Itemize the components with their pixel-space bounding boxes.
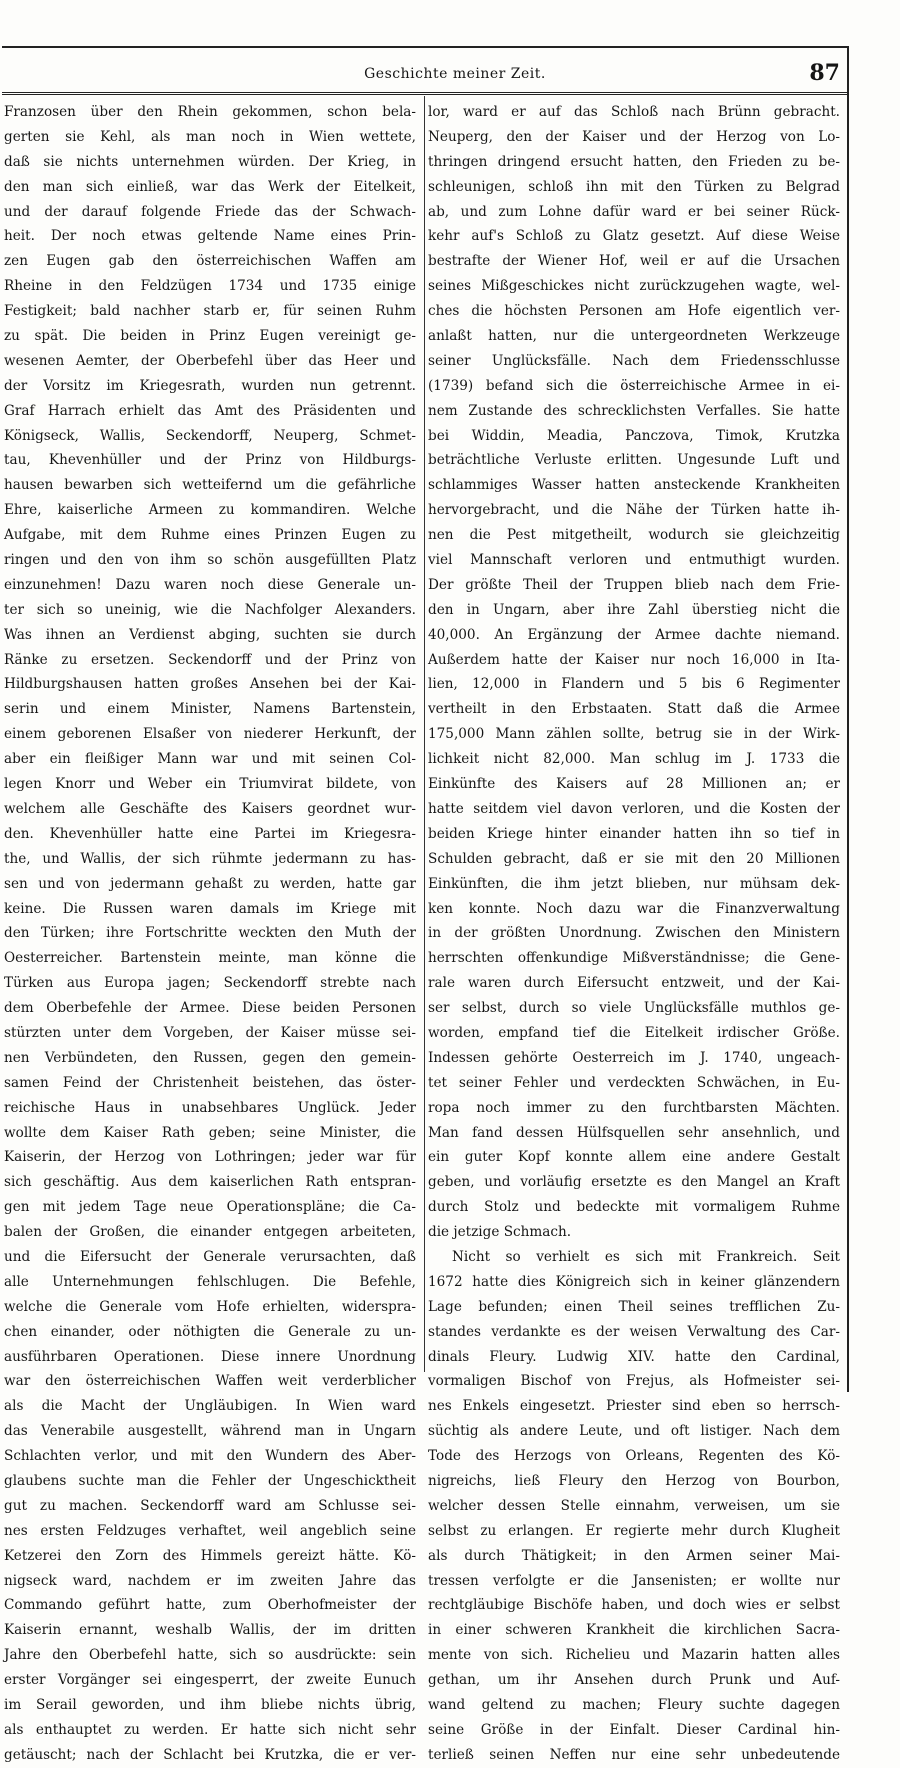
- text-line: Festigkeit; bald nachher starb er, für seinen Ruhm: [4, 303, 416, 320]
- text-column-right: [428, 100, 840, 1763]
- text-line: hausen bewarben sich wetteifernd um die gefährliche: [4, 477, 416, 494]
- text-line: Ränke zu ersetzen. Seckendorff und der Prinz von: [4, 651, 416, 668]
- text-line: heit. Der noch etwas geltende Name eines Prin-: [4, 228, 416, 245]
- text-line: rale waren durch Eifersucht entzweit, und der Kai-: [428, 975, 840, 992]
- text-line: (1739) befand sich die österreichische Armee in ei-: [428, 377, 840, 394]
- text-line: vertheilt in den Erbstaaten. Statt daß die Armee: [428, 701, 840, 718]
- column-divider-rule: [424, 96, 425, 1372]
- text-line: hatte seitdem viel davon verloren, und die Kosten der: [428, 800, 840, 817]
- text-line: in der größten Unordnung. Zwischen den Ministern: [428, 925, 840, 942]
- text-line: lien, 12,000 in Flandern und 5 bis 6 Regimenter: [428, 676, 840, 693]
- text-line: chen einander, oder nöthigten die Generale zu un-: [4, 1323, 416, 1340]
- text-line: Graf Harrach erhielt das Amt des Präsidenten und: [4, 402, 416, 419]
- text-line: Nicht so verhielt es sich mit Frankreich. Seit: [452, 1248, 840, 1265]
- text-line: Lage befunden; einen Theil seines trefflichen Zu-: [428, 1298, 840, 1315]
- text-line: als enthauptet zu werden. Er hatte sich nicht sehr: [4, 1721, 416, 1738]
- text-line: ringen und den von ihm so schön ausgefüllten Platz: [4, 552, 416, 569]
- text-line: Schulden gebracht, daß er sie mit den 20 Millionen: [428, 850, 840, 867]
- text-line: balen der Großen, die einander entgegen arbeiteten,: [4, 1224, 416, 1241]
- text-line: der Vorsitz im Kriegesrath, wurden nun getrennt.: [4, 377, 416, 394]
- text-line: zu spät. Die beiden in Prinz Eugen vereinigt ge-: [4, 328, 416, 345]
- text-line: seiner Unglücksfälle. Nach dem Friedensschlusse: [428, 352, 840, 369]
- text-line: tressen verfolgte er die Jansenisten; er wollte nur: [428, 1572, 840, 1589]
- text-line: hervorgebracht, und die Nähe der Türken hatte ih-: [428, 502, 840, 519]
- text-line: nigreichs, ließ Fleury den Herzog von Bourbon,: [428, 1472, 840, 1489]
- text-line: Tode des Herzogs von Orleans, Regenten des Kö-: [428, 1448, 840, 1465]
- text-line: die jetzige Schmach.: [428, 1224, 572, 1241]
- text-line: vormaligen Bischof von Frejus, als Hofmeister sei-: [428, 1373, 840, 1390]
- text-line: seines Mißgeschickes nicht zurückzugehen wagte, wel-: [428, 278, 840, 295]
- text-line: Indessen gehörte Oesterreich im J. 1740, ungeach-: [428, 1049, 840, 1066]
- text-line: beträchtliche Verluste erlitten. Ungesunde Luft und: [428, 452, 840, 469]
- text-line: ken konnte. Noch dazu war die Finanzverwaltung: [428, 900, 840, 917]
- text-line: Neuperg, den der Kaiser und der Herzog von Lo-: [428, 128, 840, 145]
- text-line: nes ersten Feldzuges verhaftet, weil angeblich seine: [4, 1522, 416, 1539]
- text-line: Was ihnen an Verdienst abging, suchten sie durch: [4, 626, 416, 643]
- text-line: viel Mannschaft verloren und entmuthigt wurden.: [428, 552, 840, 569]
- text-line: Schlachten verlor, und mit den Wundern des Aber-: [4, 1448, 416, 1465]
- text-line: nem Zustande des schrecklichsten Verfalles. Sie hatte: [428, 402, 840, 419]
- text-line: bei Widdin, Meadia, Panczova, Timok, Krutzka: [428, 427, 840, 444]
- text-line: als durch Thätigkeit; in den Armen seiner Mai-: [428, 1547, 840, 1564]
- text-line: erster Vorgänger sei eingesperrt, der zweite Eunuch: [4, 1672, 416, 1689]
- text-line: nigseck ward, nachdem er im zweiten Jahre das: [4, 1572, 416, 1589]
- text-line: schleunigen, schloß ihn mit den Türken zu Belgrad: [428, 178, 840, 195]
- text-line: anlaßt hatten, nur die untergeordneten Werkzeuge: [428, 328, 840, 345]
- text-line: 175,000 Mann zählen sollte, betrug sie in der Wirk-: [428, 726, 840, 743]
- text-line: Außerdem hatte der Kaiser nur noch 16,000 in Ita-: [428, 651, 840, 668]
- text-line: ches die höchsten Personen am Hofe eigentlich ver-: [428, 303, 840, 320]
- text-line: Man fand dessen Hülfsquellen sehr ansehnlich, und: [428, 1124, 840, 1141]
- text-line: ter sich so uneinig, wie die Nachfolger Alexanders.: [4, 601, 416, 618]
- text-line: den in Ungarn, aber ihre Zahl überstieg nicht die: [428, 601, 840, 618]
- text-line: samen Feind der Christenheit beistehen, das öster-: [4, 1074, 416, 1091]
- text-line: nes Enkels eingesetzt. Priester sind eben so herrsch-: [428, 1398, 840, 1415]
- text-line: sen und von jedermann gehaßt zu werden, hatte gar: [4, 875, 416, 892]
- text-line: Ketzerei den Zorn des Himmels gereizt hätte. Kö-: [4, 1547, 416, 1564]
- text-line: 1672 hatte dies Königreich sich in keiner glänzendern: [428, 1273, 840, 1290]
- text-line: herrschten offenkundige Mißverständnisse; die Gene-: [428, 950, 840, 967]
- text-line: bestrafte der Wiener Hof, weil er auf die Ursachen: [428, 253, 840, 270]
- text-line: seine Größe in der Einfalt. Dieser Cardinal hin-: [428, 1721, 840, 1738]
- text-line: den. Khevenhüller hatte eine Partei im Kriegesra-: [4, 825, 416, 842]
- text-line: ser selbst, durch so viele Unglücksfälle muthlos ge-: [428, 1000, 840, 1017]
- text-line: standes verdankte es der weisen Verwaltung des Car-: [428, 1323, 840, 1340]
- text-line: ausführbaren Operationen. Diese innere Unordnung: [4, 1348, 416, 1365]
- text-line: Königseck, Wallis, Seckendorff, Neuperg, Schmet-: [4, 427, 416, 444]
- text-line: tet seiner Fehler und verdeckten Schwächen, in Eu-: [428, 1074, 840, 1091]
- text-line: Commando geführt hatte, zum Oberhofmeister der: [4, 1597, 416, 1614]
- page-number: 87: [809, 60, 840, 86]
- text-line: thringen dringend ersucht hatten, den Frieden zu be-: [428, 153, 840, 170]
- text-line: zen Eugen gab den österreichischen Waffen am: [4, 253, 416, 270]
- text-line: ropa noch immer zu den furchtbarsten Mächten.: [428, 1099, 840, 1116]
- text-line: gut zu machen. Seckendorff ward am Schlusse sei-: [4, 1497, 416, 1514]
- text-line: keine. Die Russen waren damals im Kriege mit: [4, 900, 416, 917]
- text-line: welche die Generale vom Hofe erhielten, widerspra-: [4, 1298, 416, 1315]
- text-line: gen mit jedem Tage neue Operationspläne; die Ca-: [4, 1199, 416, 1216]
- text-line: Oesterreicher. Bartenstein meinte, man könne die: [4, 950, 416, 967]
- text-line: durch Stolz und bedeckte mit vormaligem Ruhme: [428, 1199, 840, 1216]
- text-line: einzunehmen! Dazu waren noch diese Generale un-: [4, 576, 416, 593]
- text-line: und der darauf folgende Friede das der Schwach-: [4, 203, 416, 220]
- text-line: wesenen Aemter, der Oberbefehl über das Heer und: [4, 352, 416, 369]
- text-line: das Venerabile ausgestellt, während man in Ungarn: [4, 1423, 416, 1440]
- text-line: glaubens suchte man die Fehler der Ungeschicktheit: [4, 1472, 416, 1489]
- text-line: ab, und zum Lohne dafür ward er bei seiner Rück-: [428, 203, 840, 220]
- text-line: serin und einem Minister, Namens Bartenstein,: [4, 701, 416, 718]
- text-line: Kaiserin ernannt, weshalb Wallis, der im dritten: [4, 1622, 416, 1639]
- text-line: selbst zu erlangen. Er regierte mehr durch Klugheit: [428, 1522, 840, 1539]
- text-line: gerten sie Kehl, als man noch in Wien wettete,: [4, 128, 416, 145]
- text-line: Der größte Theil der Truppen blieb nach dem Frie-: [428, 576, 840, 593]
- text-line: einem geborenen Elsaßer von niederer Herkunft, der: [4, 726, 416, 743]
- text-line: dinals Fleury. Ludwig XIV. hatte den Cardinal,: [428, 1348, 840, 1365]
- text-line: kehr auf's Schloß zu Glatz gesetzt. Auf diese Weise: [428, 228, 840, 245]
- text-line: mente von sich. Richelieu und Mazarin hatten alles: [428, 1647, 840, 1664]
- header-double-rule: [2, 92, 847, 95]
- text-line: aber ein fleißiger Mann war und mit seinen Col-: [4, 751, 416, 768]
- text-line: Einkünften, die ihm jetzt blieben, nur mühsam dek-: [428, 875, 840, 892]
- text-line: Einkünfte des Kaisers auf 28 Millionen an; er: [428, 776, 840, 793]
- text-line: terließ seinen Neffen nur eine sehr unbedeutende: [428, 1746, 840, 1763]
- text-line: tau, Khevenhüller und der Prinz von Hildburgs-: [4, 452, 416, 469]
- text-line: 40,000. An Ergänzung der Armee dachte niemand.: [428, 626, 840, 643]
- text-line: Ehre, kaiserliche Armeen zu kommandiren. Welche: [4, 502, 416, 519]
- text-line: ein guter Kopf konnte allem eine andere Gestalt: [428, 1149, 840, 1166]
- text-line: wollte dem Kaiser Rath geben; seine Minister, die: [4, 1124, 416, 1141]
- text-line: Hildburgshausen hatten großes Ansehen bei der Kai-: [4, 676, 416, 693]
- text-line: Jahre den Oberbefehl hatte, sich so ausdrückte: sein: [4, 1647, 416, 1664]
- text-line: geben, und vorläufig ersetzte es den Mangel an Kraft: [428, 1174, 840, 1191]
- text-line: welcher dessen Stelle einnahm, verweisen, um sie: [428, 1497, 840, 1514]
- text-line: lichkeit nicht 82,000. Man schlug im J. 1733 die: [428, 751, 840, 768]
- text-column-left: [4, 100, 416, 1763]
- text-line: war den österreichischen Waffen weit verderblicher: [4, 1373, 416, 1390]
- text-line: gethan, um ihr Ansehen durch Prunk und Auf-: [428, 1672, 840, 1689]
- text-line: in einer schweren Krankheit die kirchlichen Sacra-: [428, 1622, 840, 1639]
- text-line: wand geltend zu machen; Fleury suchte dagegen: [428, 1697, 840, 1713]
- text-line: Kaiserin, der Herzog von Lothringen; jeder war für: [4, 1149, 416, 1166]
- text-line: reichische Haus in unabsehbares Unglück. Jeder: [4, 1099, 416, 1116]
- text-line: the, und Wallis, der sich rühmte jedermann zu has-: [4, 850, 416, 867]
- text-line: dem Oberbefehle der Armee. Diese beiden Personen: [4, 1000, 416, 1017]
- text-line: süchtig als andere Leute, und oft listiger. Nach dem: [428, 1423, 840, 1440]
- text-line: daß sie nichts unternehmen würden. Der Krieg, in: [4, 153, 416, 170]
- text-line: und die Eifersucht der Generale verursachten, daß: [4, 1248, 416, 1265]
- text-line: nen Verbündeten, den Russen, gegen den gemein-: [4, 1049, 416, 1066]
- text-line: im Serail geworden, und ihm bliebe nichts übrig,: [4, 1697, 416, 1713]
- text-line: sich geschäftig. Aus dem kaiserlichen Rath entspran-: [4, 1174, 416, 1191]
- text-line: Rheine in den Feldzügen 1734 und 1735 einige: [4, 278, 416, 295]
- text-line: alle Unternehmungen fehlschlugen. Die Befehle,: [4, 1273, 416, 1290]
- running-head-title: Geschichte meiner Zeit.: [364, 66, 546, 82]
- text-line: getäuscht; nach der Schlacht bei Krutzka, die er ver-: [4, 1746, 416, 1763]
- text-line: Franzosen über den Rhein gekommen, schon bela-: [4, 104, 416, 120]
- text-line: legen Knorr und Weber ein Triumvirat bildete, von: [4, 776, 416, 793]
- text-line: als die Macht der Ungläubigen. In Wien ward: [4, 1398, 416, 1415]
- text-line: rechtgläubige Bischöfe haben, und doch wies er selbst: [428, 1597, 840, 1614]
- text-line: stürzten unter dem Vorgeben, der Kaiser müsse sei-: [4, 1024, 416, 1041]
- text-line: schlammiges Wasser hatten ansteckende Krankheiten: [428, 477, 840, 494]
- text-line: den man sich einließ, war das Werk der Eitelkeit,: [4, 178, 416, 195]
- text-line: worden, empfand tief die Eitelkeit irdischer Größe.: [428, 1024, 840, 1041]
- text-line: den Türken; ihre Fortschritte weckten den Muth der: [4, 925, 416, 942]
- text-line: beiden Kriege hinter einander hatten ihn so tief in: [428, 825, 840, 842]
- text-line: nen die Pest mitgetheilt, wodurch sie gleichzeitig: [428, 527, 840, 544]
- text-line: Türken aus Europa jagen; Seckendorff strebte nach: [4, 975, 416, 992]
- text-line: lor, ward er auf das Schloß nach Brünn gebracht.: [428, 104, 840, 120]
- text-line: Aufgabe, mit dem Ruhme eines Prinzen Eugen zu: [4, 527, 416, 544]
- text-line: welchem alle Geschäfte des Kaisers geordnet wur-: [4, 800, 416, 817]
